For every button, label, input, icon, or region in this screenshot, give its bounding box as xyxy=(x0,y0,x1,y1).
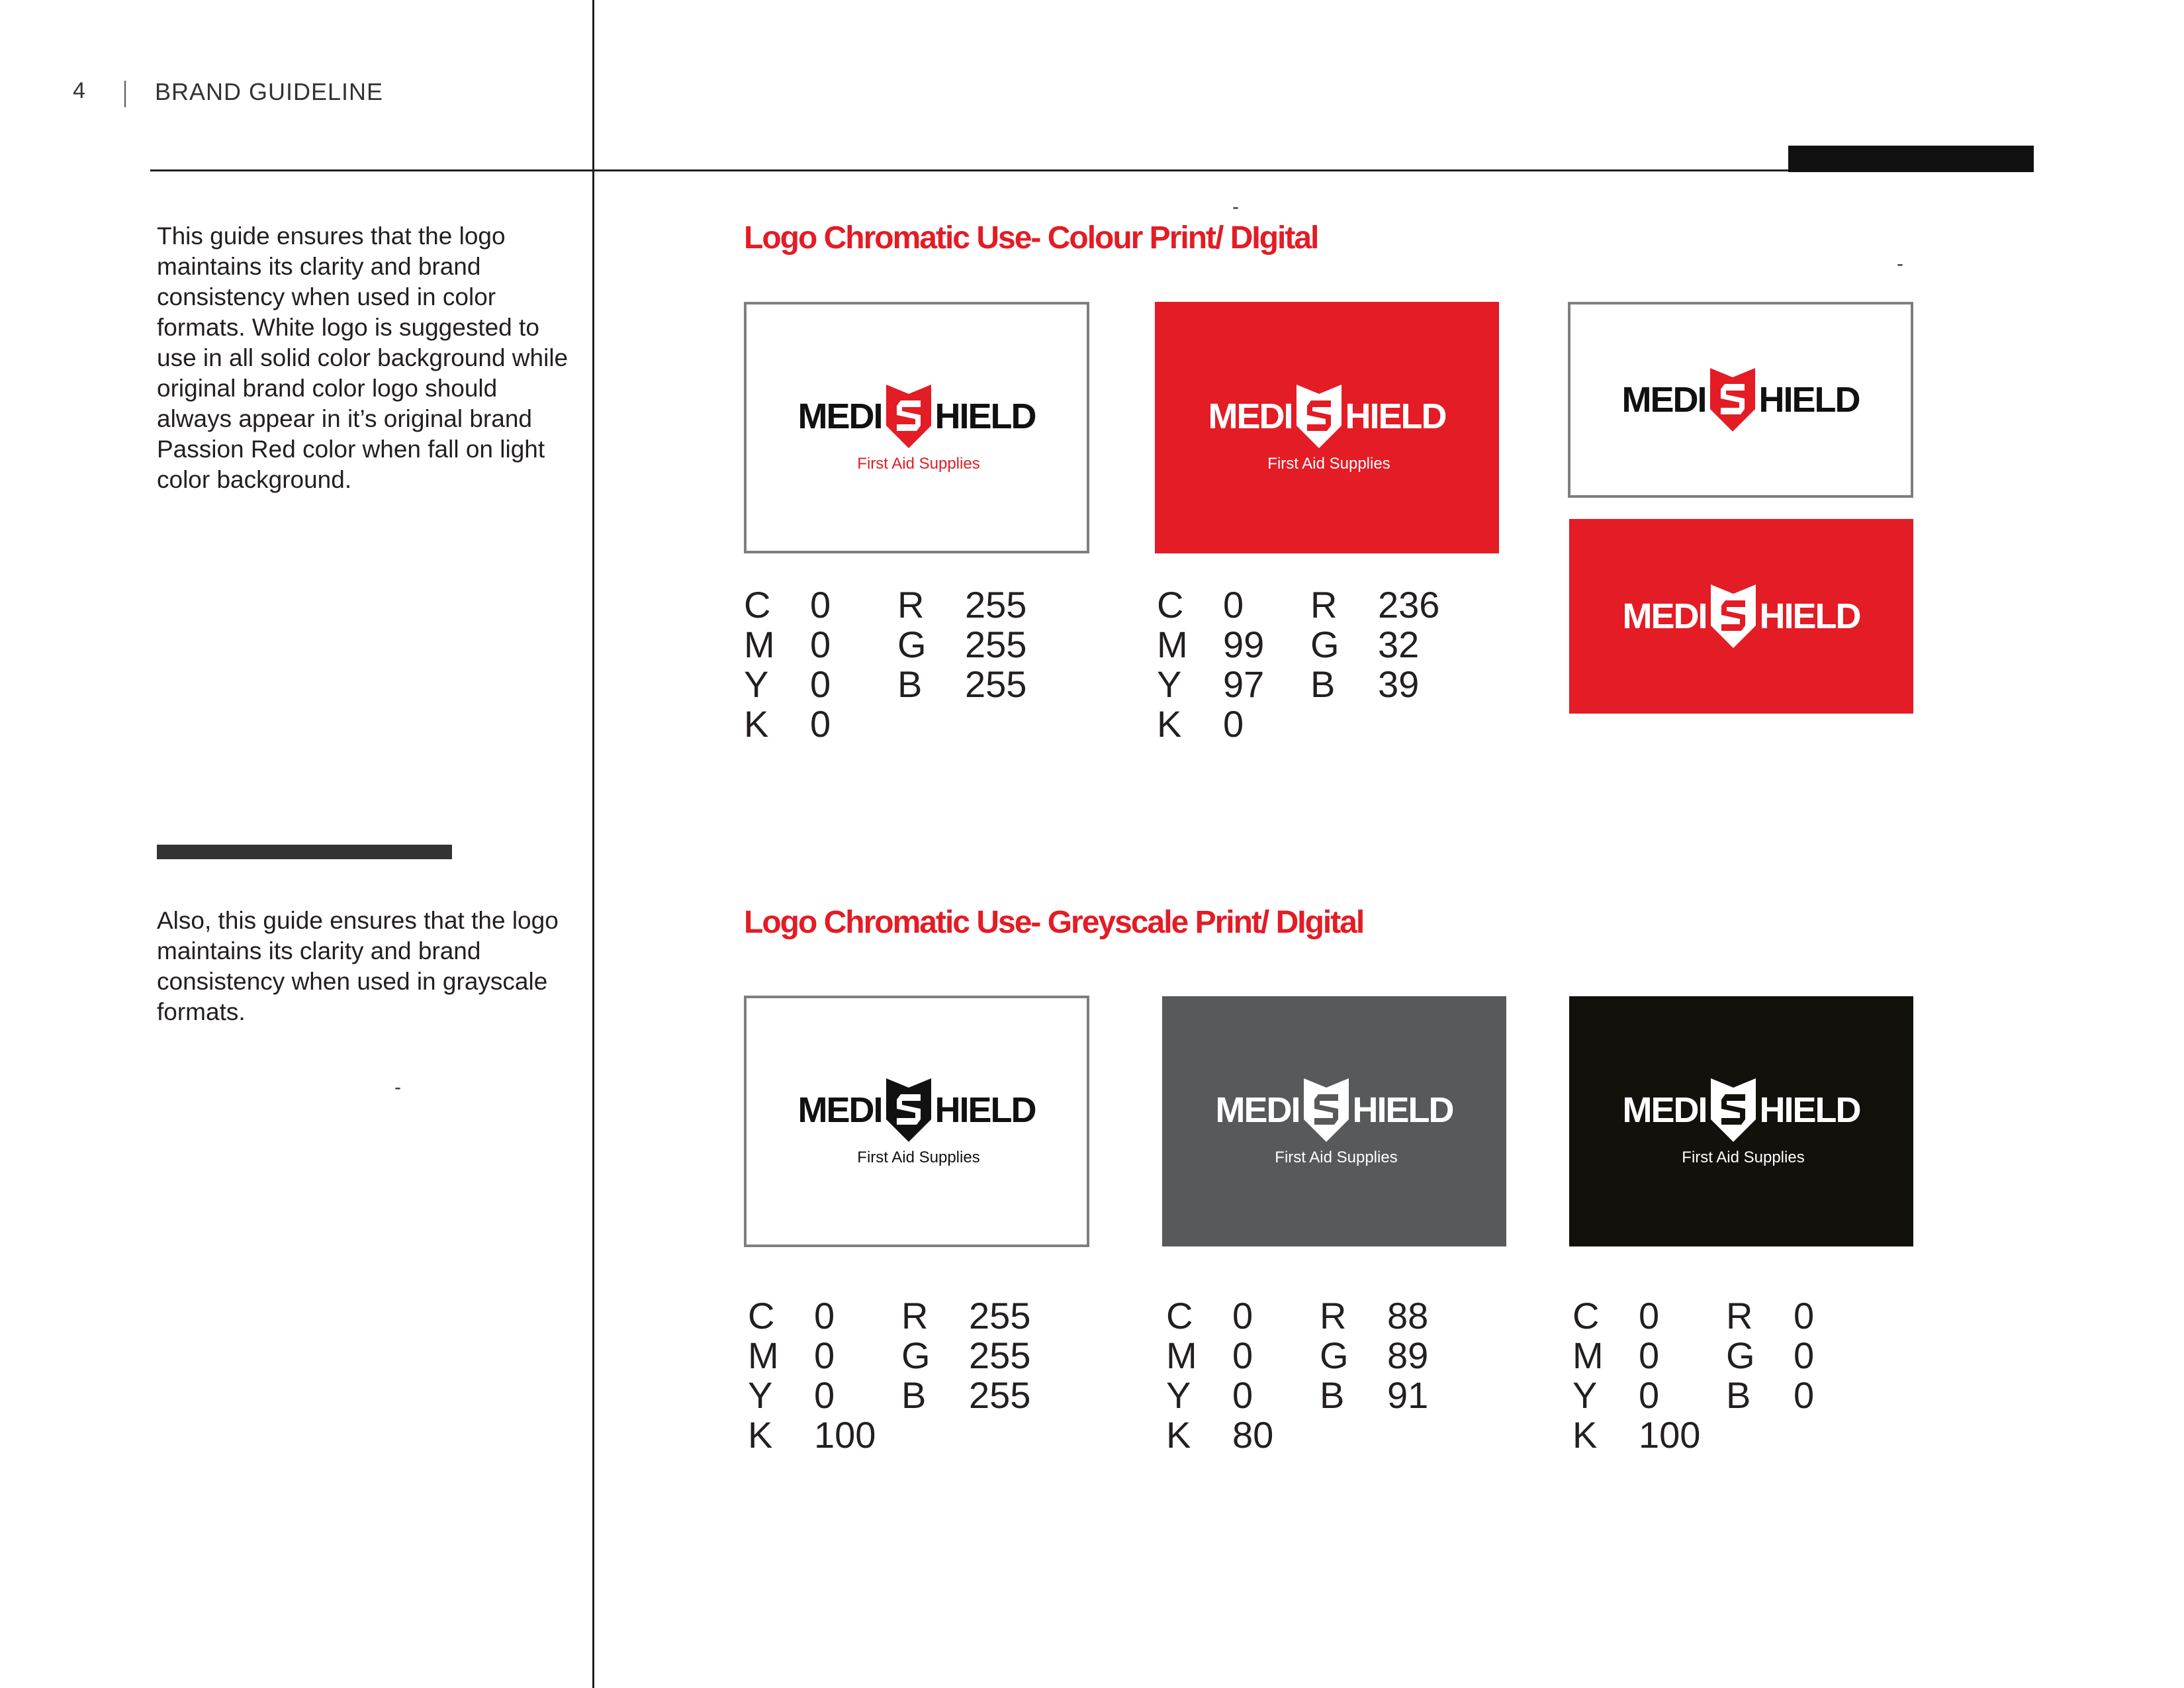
colour-section-title: Logo Chromatic Use- Colour Print/ DIgital xyxy=(744,220,1318,256)
channel-value-r: 0 xyxy=(1794,1295,1815,1336)
channel-value-m: 0 xyxy=(810,624,831,665)
channel-value-k: 80 xyxy=(1232,1414,1274,1456)
shield-s-icon xyxy=(884,382,934,451)
medishield-logo xyxy=(798,1076,1036,1145)
channel-label-k: K xyxy=(744,703,769,745)
channel-label-b: B xyxy=(897,663,923,705)
channel-label-k: K xyxy=(1572,1414,1598,1456)
channel-label-c: C xyxy=(1157,584,1184,626)
channel-label-m: M xyxy=(1157,624,1188,665)
channel-label-y: Y xyxy=(1572,1374,1598,1416)
channel-value-b: 0 xyxy=(1794,1374,1815,1416)
logo-wordmark-right: HIELD xyxy=(1759,1090,1860,1130)
logo-wordmark-left: MEDI xyxy=(1622,596,1707,636)
tick-mark: - xyxy=(1232,196,1239,218)
logo-wordmark-left: MEDI xyxy=(1208,397,1293,436)
vertical-divider xyxy=(592,0,594,1688)
shield-s-icon xyxy=(1708,1076,1758,1145)
page-number: 4 xyxy=(73,78,85,103)
channel-value-m: 99 xyxy=(1223,624,1265,665)
logo-box-colour-red xyxy=(1155,302,1499,553)
channel-value-b: 255 xyxy=(969,1374,1031,1416)
channel-value-c: 0 xyxy=(1639,1295,1660,1336)
channel-value-r: 255 xyxy=(969,1295,1031,1336)
greyscale-section-title: Logo Chromatic Use- Greyscale Print/ DIgital xyxy=(744,905,1364,940)
logo-wordmark-right: HIELD xyxy=(1759,596,1860,636)
channel-label-r: R xyxy=(1726,1295,1753,1336)
channel-value-g: 89 xyxy=(1387,1335,1429,1376)
tick-mark: - xyxy=(394,1076,401,1098)
logo-wordmark-left: MEDI xyxy=(1622,1090,1707,1130)
channel-label-g: G xyxy=(1310,624,1340,665)
channel-label-c: C xyxy=(748,1295,775,1336)
logo-wordmark-left: MEDI xyxy=(1215,1090,1300,1130)
channel-label-c: C xyxy=(1572,1295,1600,1336)
channel-label-y: Y xyxy=(744,663,769,705)
logo-wordmark-right: HIELD xyxy=(1345,397,1446,436)
channel-label-r: R xyxy=(901,1295,929,1336)
logo-box-grey-black xyxy=(1569,996,1913,1246)
channel-value-c: 0 xyxy=(810,584,831,626)
channel-label-c: C xyxy=(1166,1295,1193,1336)
swatch-values-1 xyxy=(744,585,1088,757)
channel-label-m: M xyxy=(744,624,775,665)
channel-value-b: 39 xyxy=(1378,663,1420,705)
channel-label-k: K xyxy=(1166,1414,1191,1456)
header-title: BRAND GUIDELINE xyxy=(155,78,384,105)
channel-value-y: 0 xyxy=(810,663,831,705)
logo-tagline: First Aid Supplies xyxy=(857,455,980,473)
logo-wordmark-left: MEDI xyxy=(1621,380,1706,420)
channel-value-r: 88 xyxy=(1387,1295,1429,1336)
shield-s-icon xyxy=(1707,365,1758,434)
channel-value-c: 0 xyxy=(814,1295,835,1336)
medishield-logo xyxy=(1216,1076,1453,1145)
channel-label-b: B xyxy=(1726,1374,1751,1416)
channel-label-m: M xyxy=(1572,1335,1604,1376)
channel-value-c: 0 xyxy=(1223,584,1244,626)
logo-wordmark-right: HIELD xyxy=(934,397,1036,436)
channel-value-r: 255 xyxy=(965,584,1027,626)
horizontal-divider xyxy=(150,169,2034,171)
channel-label-b: B xyxy=(1310,663,1336,705)
channel-label-r: R xyxy=(897,584,925,626)
swatch-values-3 xyxy=(748,1296,1092,1468)
channel-value-g: 255 xyxy=(969,1335,1031,1376)
medishield-logo xyxy=(1208,382,1446,451)
channel-label-m: M xyxy=(1166,1335,1197,1376)
header-separator xyxy=(124,81,126,107)
channel-label-g: G xyxy=(897,624,927,665)
channel-label-g: G xyxy=(1726,1335,1755,1376)
logo-wordmark-right: HIELD xyxy=(1758,380,1860,420)
medishield-logo xyxy=(798,382,1036,451)
channel-value-m: 0 xyxy=(1232,1335,1253,1376)
logo-box-grey-white xyxy=(744,996,1089,1247)
channel-label-k: K xyxy=(1157,703,1182,745)
channel-label-b: B xyxy=(901,1374,927,1416)
channel-label-r: R xyxy=(1310,584,1338,626)
channel-label-g: G xyxy=(1320,1335,1349,1376)
channel-value-k: 0 xyxy=(1223,703,1244,745)
channel-value-y: 0 xyxy=(814,1374,835,1416)
channel-label-y: Y xyxy=(748,1374,773,1416)
channel-label-g: G xyxy=(901,1335,931,1376)
channel-label-m: M xyxy=(748,1335,779,1376)
section-divider-bar xyxy=(157,845,452,859)
logo-box-grey-80 xyxy=(1162,996,1506,1246)
shield-s-icon xyxy=(884,1076,934,1145)
swatch-values-5 xyxy=(1572,1296,1917,1468)
channel-value-y: 97 xyxy=(1223,663,1265,705)
logo-wordmark-right: HIELD xyxy=(1352,1090,1453,1130)
logo-tagline: First Aid Supplies xyxy=(1275,1149,1398,1166)
medishield-logo xyxy=(1622,365,1860,434)
tick-mark: - xyxy=(1897,253,1903,275)
medishield-logo xyxy=(1623,582,1860,651)
logo-wordmark-left: MEDI xyxy=(797,397,882,436)
logo-tagline: First Aid Supplies xyxy=(857,1149,980,1166)
channel-value-m: 0 xyxy=(814,1335,835,1376)
shield-s-icon xyxy=(1294,382,1344,451)
logo-wordmark-left: MEDI xyxy=(797,1090,882,1130)
channel-value-g: 32 xyxy=(1378,624,1420,665)
channel-value-b: 91 xyxy=(1387,1374,1429,1416)
channel-value-k: 0 xyxy=(810,703,831,745)
color-guide-paragraph: This guide ensures that the logo maintains its clarity and brand consistency when used in color formats. White logo is suggested to use in all solid color background while original brand color logo should always appear in it’s original brand Passion Red color when fall on light color background. xyxy=(157,222,569,493)
channel-label-k: K xyxy=(748,1414,773,1456)
logo-tagline: First Aid Supplies xyxy=(1682,1149,1805,1166)
channel-value-k: 100 xyxy=(1639,1414,1701,1456)
channel-value-r: 236 xyxy=(1378,584,1440,626)
shield-s-icon xyxy=(1708,582,1758,651)
swatch-values-2 xyxy=(1157,585,1501,757)
channel-value-b: 255 xyxy=(965,663,1027,705)
logo-tagline: First Aid Supplies xyxy=(1267,455,1390,473)
logo-box-mini-white xyxy=(1568,302,1913,498)
channel-label-y: Y xyxy=(1166,1374,1191,1416)
channel-value-y: 0 xyxy=(1232,1374,1253,1416)
channel-label-y: Y xyxy=(1157,663,1182,705)
channel-value-c: 0 xyxy=(1232,1295,1253,1336)
swatch-values-4 xyxy=(1166,1296,1510,1468)
channel-value-k: 100 xyxy=(814,1414,876,1456)
medishield-logo xyxy=(1623,1076,1860,1145)
channel-value-g: 0 xyxy=(1794,1335,1815,1376)
channel-value-g: 255 xyxy=(965,624,1027,665)
shield-s-icon xyxy=(1301,1076,1351,1145)
logo-wordmark-right: HIELD xyxy=(934,1090,1036,1130)
corner-accent-bar xyxy=(1788,146,2034,172)
logo-box-mini-red xyxy=(1569,519,1913,714)
greyscale-guide-paragraph: Also, this guide ensures that the logo maintains its clarity and brand consistency when used in grayscale formats. xyxy=(157,907,559,1025)
channel-value-m: 0 xyxy=(1639,1335,1660,1376)
channel-label-b: B xyxy=(1320,1374,1345,1416)
logo-box-colour-white xyxy=(744,302,1089,553)
channel-label-c: C xyxy=(744,584,771,626)
channel-value-y: 0 xyxy=(1639,1374,1660,1416)
channel-label-r: R xyxy=(1320,1295,1347,1336)
